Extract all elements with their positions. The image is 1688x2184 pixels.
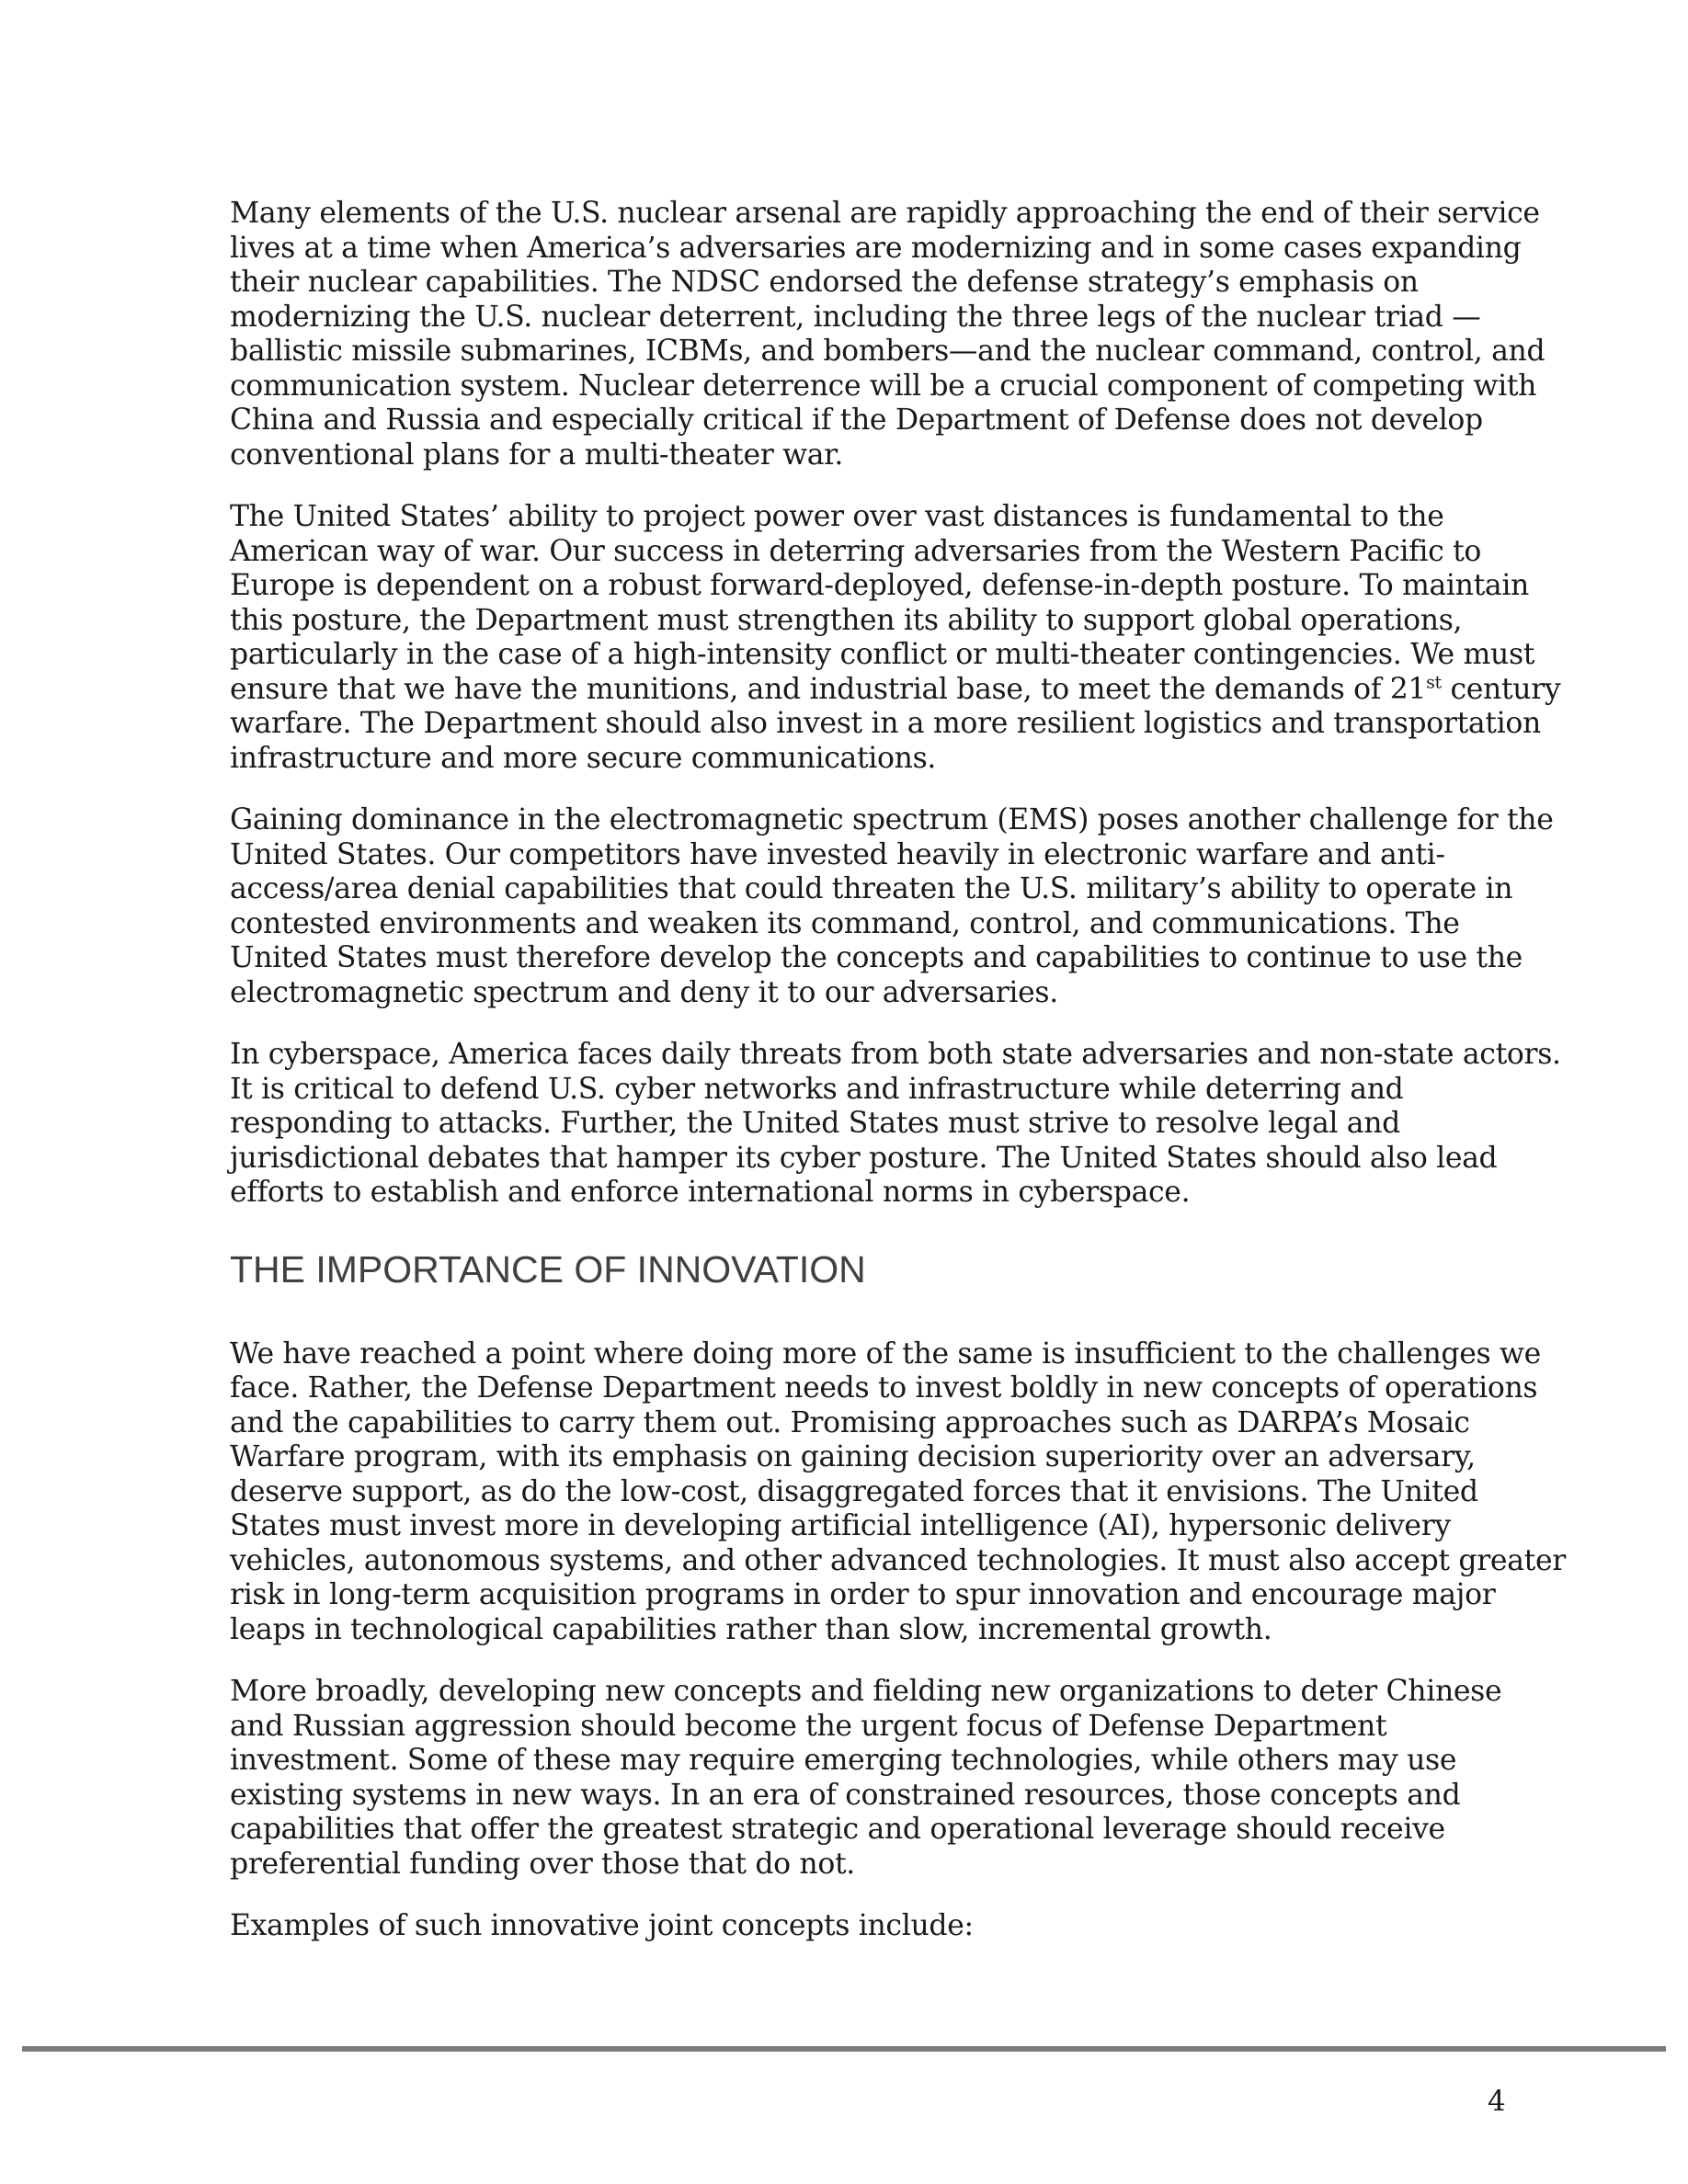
document-body	[230, 197, 1566, 1972]
text-fragment: century	[1441, 672, 1561, 706]
text-line: and the capabilities to carry them out. Promising approaches such as DARPA’s Mosaic	[230, 1405, 1470, 1439]
text-line: United States must therefore develop the concepts and capabilities to continue to use the	[230, 941, 1523, 974]
text-line: American way of war. Our success in deterring adversaries from the Western Pacific to	[230, 534, 1482, 568]
text-line: conventional plans for a multi-theater war.	[230, 438, 844, 472]
paragraph-innovation	[230, 1337, 1566, 1648]
text-line: existing systems in new ways. In an era of constrained resources, those concepts and	[230, 1778, 1461, 1812]
text-line: jurisdictional debates that hamper its cyber posture. The United States should also lead	[230, 1141, 1498, 1175]
superscript-ordinal: st	[1426, 672, 1442, 692]
text-line: Examples of such innovative joint concepts include:	[230, 1909, 974, 1942]
text-line: preferential funding over those that do not.	[230, 1847, 855, 1881]
text-line: leaps in technological capabilities rather than slow, incremental growth.	[230, 1612, 1272, 1646]
text-line: investment. Some of these may require emerging technologies, while others may use	[230, 1744, 1457, 1777]
text-line: capabilities that offer the greatest strategic and operational leverage should receive	[230, 1813, 1445, 1846]
text-line: Warfare program, with its emphasis on gaining decision superiority over an adversary,	[230, 1440, 1476, 1473]
section-heading: THE IMPORTANCE OF INNOVATION	[230, 1247, 866, 1291]
text-fragment: ensure that we have the munitions, and industrial base, to meet the demands of 21	[230, 672, 1427, 706]
text-line: particularly in the case of a high-intensity conflict or multi-theater contingencies. We must	[230, 638, 1535, 671]
text-line: We have reached a point where doing more of the same is insufficient to the challenges we	[230, 1337, 1541, 1371]
text-line: Europe is dependent on a robust forward-deployed, defense-in-depth posture. To maintain	[230, 569, 1529, 602]
text-line: In cyberspace, America faces daily threats from both state adversaries and non-state actors.	[230, 1038, 1561, 1071]
text-line: access/area denial capabilities that could threaten the U.S. military’s ability to operate in	[230, 872, 1513, 905]
text-line: modernizing the U.S. nuclear deterrent, including the three legs of the nuclear triad —	[230, 300, 1481, 334]
text-line-with-superscript	[230, 672, 1561, 708]
page-number: 4	[1488, 2085, 1506, 2118]
paragraph-examples-intro	[230, 1909, 1480, 1944]
paragraph-power-projection	[230, 500, 1561, 776]
text-line: The United States’ ability to project power over vast distances is fundamental to the	[230, 500, 1444, 533]
paragraph-electromagnetic-spectrum	[230, 803, 1554, 1010]
text-line: responding to attacks. Further, the United States must strive to resolve legal and	[230, 1107, 1400, 1140]
text-line: efforts to establish and enforce international norms in cyberspace.	[230, 1176, 1191, 1209]
text-line: Many elements of the U.S. nuclear arsenal are rapidly approaching the end of their service	[230, 197, 1540, 230]
text-line: China and Russia and especially critical if the Department of Defense does not develop	[230, 404, 1483, 437]
text-line: face. Rather, the Defense Department needs to invest boldly in new concepts of operations	[230, 1371, 1538, 1405]
text-line: warfare. The Department should also invest in a more resilient logistics and transportation	[230, 707, 1541, 740]
text-line: United States. Our competitors have invested heavily in electronic warfare and anti-	[230, 837, 1445, 871]
paragraph-nuclear-arsenal	[230, 197, 1545, 472]
paragraph-cyberspace	[230, 1038, 1561, 1211]
text-line: It is critical to defend U.S. cyber networks and infrastructure while deterring and	[230, 1072, 1404, 1106]
text-line: lives at a time when America’s adversaries are modernizing and in some cases expanding	[230, 231, 1522, 265]
paragraph-new-concepts	[230, 1675, 1502, 1882]
text-line: ballistic missile submarines, ICBMs, and bombers—and the nuclear command, control, and	[230, 335, 1545, 368]
text-line: Gaining dominance in the electromagnetic spectrum (EMS) poses another challenge for the	[230, 803, 1554, 836]
text-line: risk in long-term acquisition programs in order to spur innovation and encourage major	[230, 1578, 1496, 1611]
text-line: States must invest more in developing artificial intelligence (AI), hypersonic delivery	[230, 1509, 1451, 1542]
text-line: communication system. Nuclear deterrence will be a crucial component of competing with	[230, 369, 1537, 403]
text-line: their nuclear capabilities. The NDSC endorsed the defense strategy’s emphasis on	[230, 266, 1419, 299]
text-line: electromagnetic spectrum and deny it to our adversaries.	[230, 975, 1058, 1009]
text-line: infrastructure and more secure communications.	[230, 741, 937, 775]
text-line: vehicles, autonomous systems, and other advanced technologies. It must also accept greater	[230, 1543, 1566, 1577]
text-line: this posture, the Department must strengthen its ability to support global operations,	[230, 603, 1463, 637]
text-line: More broadly, developing new concepts and fielding new organizations to deter Chinese	[230, 1675, 1502, 1708]
text-line: and Russian aggression should become the urgent focus of Defense Department	[230, 1709, 1387, 1743]
text-line: contested environments and weaken its command, control, and communications. The	[230, 906, 1460, 940]
text-line: deserve support, as do the low-cost, disaggregated forces that it envisions. The United	[230, 1474, 1478, 1508]
footer-divider	[22, 2046, 1666, 2052]
